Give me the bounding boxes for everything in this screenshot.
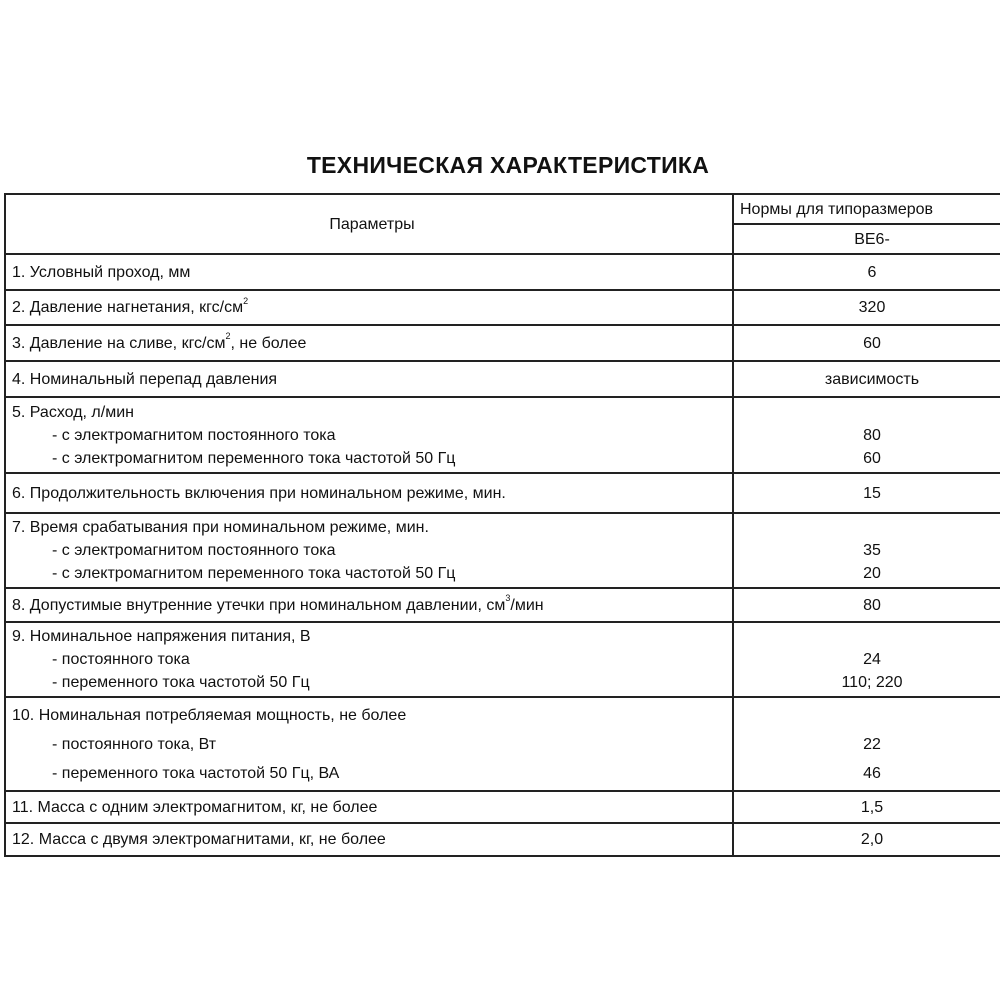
value-cell xyxy=(733,397,1000,473)
param-sub: - постоянного тока xyxy=(52,651,190,668)
param-cell xyxy=(5,513,733,588)
superscript: 2 xyxy=(243,295,249,306)
value-cell: 15 xyxy=(733,473,1000,513)
table-row xyxy=(5,325,1000,361)
param-cell: 2. Давление нагнетания, кгс/$см^2$ xyxy=(5,290,733,325)
table-row xyxy=(5,697,1000,791)
document-title: ТЕХНИЧЕСКАЯ ХАРАКТЕРИСТИКА xyxy=(306,152,710,178)
value-cell xyxy=(733,622,1000,697)
table-row xyxy=(5,823,1000,856)
value-line: 46 xyxy=(863,764,881,782)
table-header-row xyxy=(5,194,1000,224)
table-row xyxy=(5,513,1000,588)
superscript: 3 xyxy=(505,593,511,604)
params-header: Параметры xyxy=(5,194,733,254)
param-sub: - с электромагнитом постоянного тока xyxy=(52,426,336,444)
param-sub: - постоянного тока, Вт xyxy=(52,735,217,753)
param-cell: 11. Масса с одним электромагнитом, кг, не более xyxy=(5,791,733,823)
param-cell: 6. Продолжительность включения при номинальном режиме, мин. xyxy=(5,473,733,513)
value-line: 20 xyxy=(863,565,881,582)
table-row xyxy=(5,397,1000,473)
value-line: 110; 220 xyxy=(841,674,903,691)
model-header: ВЕ6- xyxy=(733,224,1000,254)
param-cell: 3. Давление на сливе, кгс/$см^2$, не более xyxy=(5,325,733,361)
value-cell xyxy=(733,513,1000,588)
table-row xyxy=(5,290,1000,325)
param-title: 7. Время срабатывания при номинальном режиме, мин. xyxy=(12,519,429,536)
superscript: 2 xyxy=(225,331,231,342)
param-sub: - с электромагнитом постоянного тока xyxy=(52,542,336,559)
value-line: 80 xyxy=(863,426,881,444)
param-sub: - переменного тока частотой 50 Гц, ВА xyxy=(52,764,340,782)
param-cell: 12. Масса с двумя электромагнитами, кг, не более xyxy=(5,823,733,856)
table-row xyxy=(5,254,1000,290)
param-cell xyxy=(5,397,733,473)
table-row xyxy=(5,622,1000,697)
param-sub: - переменного тока частотой 50 Гц xyxy=(52,674,310,691)
value-cell: 80 xyxy=(733,588,1000,622)
value-cell xyxy=(733,697,1000,791)
param-cell: 8. Допустимые внутренние утечки при номинальном давлении, $см^3$/мин xyxy=(5,588,733,622)
spec-table xyxy=(4,193,1000,857)
param-sub: - с электромагнитом переменного тока частотой 50 Гц xyxy=(52,565,456,582)
norms-header: Нормы для типоразмеров xyxy=(733,194,1000,224)
value-line: 60 xyxy=(863,449,881,467)
value-cell: 60 xyxy=(733,325,1000,361)
param-title: 9. Номинальное напряжения питания, В xyxy=(12,628,311,645)
value-cell: 320 xyxy=(733,290,1000,325)
value-line: 22 xyxy=(863,735,881,753)
table-row xyxy=(5,791,1000,823)
param-cell: 4. Номинальный перепад давления xyxy=(5,361,733,397)
table-row xyxy=(5,473,1000,513)
param-title: 10. Номинальная потребляемая мощность, не более xyxy=(12,706,407,724)
table-row xyxy=(5,361,1000,397)
value-line: 35 xyxy=(863,542,881,559)
table-row xyxy=(5,588,1000,622)
value-cell: 2,0 xyxy=(733,823,1000,856)
value-cell: 1,5 xyxy=(733,791,1000,823)
param-cell xyxy=(5,697,733,791)
value-line: 24 xyxy=(863,651,881,668)
value-cell: 6 xyxy=(733,254,1000,290)
param-sub: - с электромагнитом переменного тока частотой 50 Гц xyxy=(52,449,456,467)
param-cell xyxy=(5,622,733,697)
param-title: 5. Расход, л/мин xyxy=(12,403,134,421)
param-cell: 1. Условный проход, мм xyxy=(5,254,733,290)
value-cell: зависимость xyxy=(733,361,1000,397)
